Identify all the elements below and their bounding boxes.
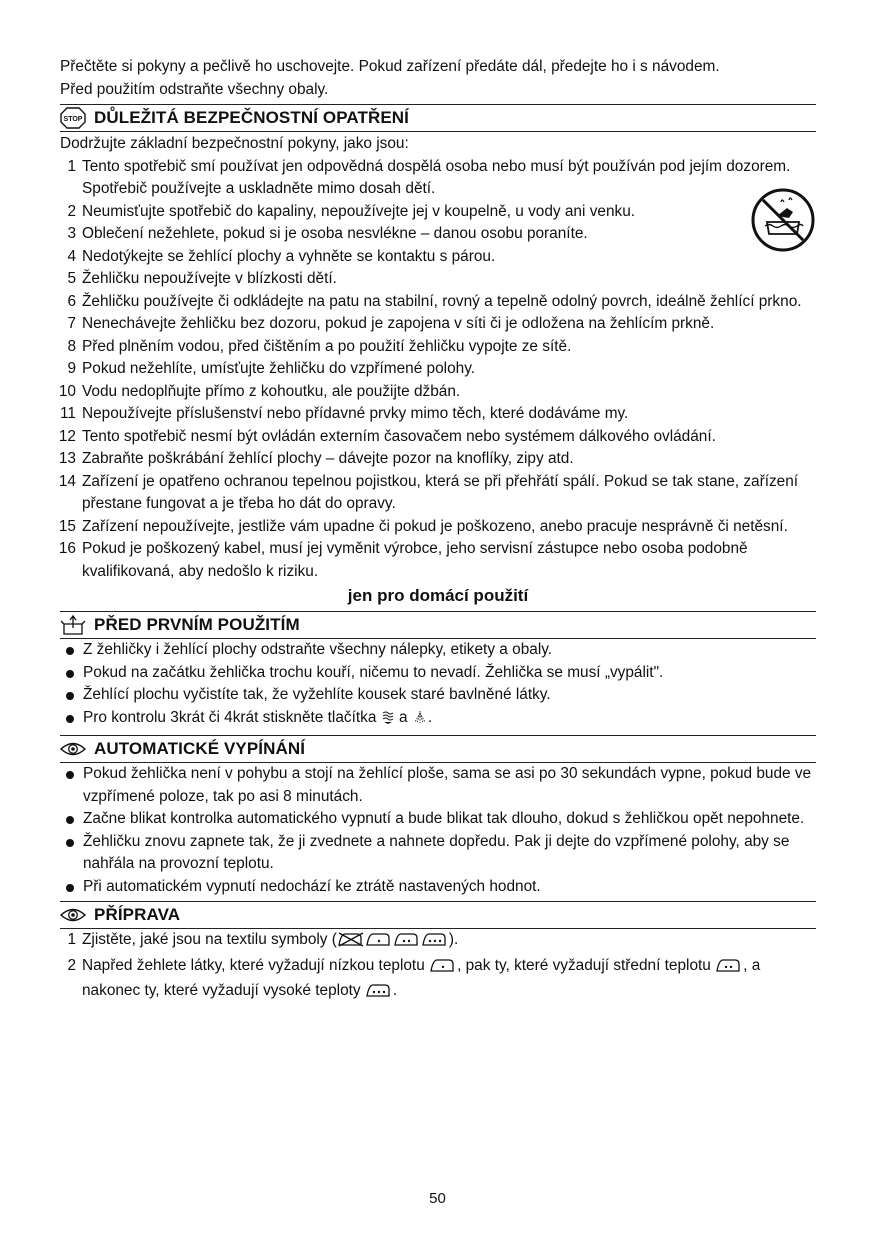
- list-item: [60, 763, 816, 808]
- bullet-icon: [66, 839, 74, 847]
- eye-icon: [60, 738, 88, 760]
- safety-header: [60, 104, 816, 132]
- list-item-text-mid: a: [398, 708, 408, 726]
- list-item: [60, 955, 816, 1006]
- no-iron-icon: [337, 932, 365, 955]
- list-item: [60, 876, 816, 899]
- iron-medium-temp-icon: [393, 932, 421, 955]
- list-item-text: Žehličku znovu zapnete tak, že ji zvednete a nahnete dopředu. Pak ji dejte do vzpřímené polohy, aby se nahřála na provozní teplotu.: [83, 832, 790, 872]
- list-item-number: 7: [67, 315, 76, 332]
- list-item-text: Žehlící plochu vyčistíte tak, že vyžehlíte kousek staré bavlněné látky.: [83, 686, 551, 703]
- bullet-icon: [66, 692, 74, 700]
- list-item: [60, 684, 816, 707]
- bullet-icon: [66, 816, 74, 824]
- page-number: 50: [429, 1190, 446, 1207]
- preparation-list: [60, 929, 816, 1006]
- list-item: [60, 831, 816, 876]
- list-item-number: 3: [67, 225, 76, 242]
- list-item: [60, 808, 816, 831]
- list-item: [60, 201, 816, 224]
- list-item-number: 16: [58, 540, 76, 557]
- list-item: [60, 246, 816, 269]
- list-item-text: Zařízení nepoužívejte, jestliže vám upadne či pokud je poškozeno, anebo pracuje nesprávně či netěsní.: [82, 517, 788, 535]
- list-item-number: 1: [67, 157, 76, 175]
- list-item-text: Zařízení je opatřeno ochranou tepelnou pojistkou, která se při přehřátí spálí. Pokud se tak stane, zařízení přestane fungovat a je třeba ho dát do opravy.: [82, 472, 799, 512]
- list-item-text: Neumisťujte spotřebič do kapaliny, nepoužívejte jej v koupelně, u vody ani venku.: [82, 202, 636, 220]
- list-item: [60, 662, 816, 685]
- preparation-title: PŘÍPRAVA: [94, 905, 181, 924]
- before-first-use-list-last: [60, 707, 816, 733]
- list-item: [60, 313, 816, 336]
- list-item: [60, 516, 816, 539]
- list-item-text: Žehličku používejte či odkládejte na patu na stabilní, rovný a tepelně odolný povrch, ideálně žehlící prkno.: [82, 292, 802, 310]
- list-item-text: Pro kontrolu 3krát či 4krát stiskněte tlačítka: [83, 708, 377, 726]
- safety-lead: Dodržujte základní bezpečnostní pokyny, jako jsou:: [60, 135, 409, 152]
- steam-button-icon: [381, 709, 395, 733]
- list-item: [60, 707, 816, 733]
- list-item-text: Zjistěte, jaké jsou na textilu symboly (: [82, 931, 337, 948]
- list-item-text: Napřed žehlete látky, které vyžadují nízkou teplotu: [82, 956, 425, 974]
- before-first-use-header: [60, 611, 816, 639]
- preparation-header: [60, 901, 816, 929]
- list-item-text: Při automatickém vypnutí nedochází ke ztrátě nastavených hodnot.: [83, 877, 541, 895]
- safety-list: [60, 156, 816, 584]
- list-item-text: Z žehličky i žehlící plochy odstraňte všechny nálepky, etikety a obaly.: [83, 641, 553, 658]
- auto-off-title: AUTOMATICKÉ VYPÍNÁNÍ: [94, 739, 306, 758]
- domestic-use-note: jen pro domácí použití: [347, 586, 529, 605]
- auto-off-list: [60, 763, 816, 898]
- list-item: [60, 223, 816, 246]
- list-item: [60, 538, 816, 583]
- list-item: [60, 471, 816, 516]
- list-item-text-end: .: [427, 708, 433, 726]
- bullet-icon: [66, 670, 74, 678]
- list-item: [60, 156, 816, 201]
- list-item-text: Pokud nežehlíte, umísťujte žehličku do vzpřímené polohy.: [82, 360, 476, 377]
- intro-line-1: Přečtěte si pokyny a pečlivě ho uschovejte. Pokud zařízení předáte dál, předejte ho i s návodem.: [60, 58, 720, 75]
- stop-icon-label: STOP: [63, 116, 83, 124]
- list-item-text: Nedotýkejte se žehlící plochy a vyhněte se kontaktu s párou.: [82, 247, 496, 265]
- before-first-use-list: [60, 639, 816, 707]
- list-item-number: 5: [67, 270, 76, 287]
- list-item-text: Pokud žehlička není v pohybu a stojí na žehlící ploše, sama se asi po 30 sekundách vypne, pokud bude ve vzpřímené poloze, tak po asi 8 minutách.: [83, 765, 812, 805]
- list-item: [60, 639, 816, 662]
- list-item: [60, 268, 816, 291]
- list-item-text: Zabraňte poškrábání žehlící plochy – dávejte pozor na knoflíky, zipy atd.: [82, 450, 574, 467]
- list-item: [60, 403, 816, 426]
- list-item: [60, 426, 816, 449]
- list-item-text-end: ).: [448, 931, 459, 948]
- list-item-text: Vodu nedoplňujte přímo z kohoutku, ale použijte džbán.: [82, 382, 461, 400]
- list-item-text: Oblečení nežehlete, pokud si je osoba nesvlékne – danou osobu poraníte.: [82, 225, 588, 242]
- manual-page: [60, 56, 816, 1006]
- list-item-text: Začne blikat kontrolka automatického vypnutí a bude blikat tak dlouho, dokud s žehličkou opět nepohnete.: [83, 810, 805, 827]
- list-item-text-end: .: [392, 982, 398, 999]
- iron-high-temp-icon: [421, 932, 449, 955]
- list-item: [60, 448, 816, 471]
- stop-icon: [60, 107, 88, 129]
- bullet-icon: [66, 647, 74, 655]
- list-item-number: 8: [67, 337, 76, 355]
- intro-line-2: Před použitím odstraňte všechny obaly.: [60, 80, 329, 98]
- list-item-number: 9: [67, 360, 76, 377]
- bullet-icon: [66, 884, 74, 892]
- list-item-number: 12: [58, 427, 76, 445]
- list-item: [60, 336, 816, 359]
- list-item-number: 1: [67, 931, 76, 948]
- list-item: [60, 381, 816, 404]
- list-item-text: Žehličku nepoužívejte v blízkosti dětí.: [82, 270, 337, 287]
- iron-medium-temp-icon: [715, 958, 743, 981]
- list-item-text: Nepoužívejte příslušenství nebo přídavné prvky mimo těch, které dodáváme my.: [82, 405, 629, 422]
- list-item-number: 15: [58, 517, 76, 535]
- list-item-number: 2: [67, 202, 76, 220]
- bullet-icon: [66, 771, 74, 779]
- intro: [60, 56, 816, 101]
- eye-icon: [60, 904, 88, 926]
- list-item-number: 10: [58, 382, 76, 400]
- safety-title: DŮLEŽITÁ BEZPEČNOSTNÍ OPATŘENÍ: [94, 108, 409, 127]
- list-item-number: 14: [58, 472, 76, 490]
- before-first-use-title: PŘED PRVNÍM POUŽITÍM: [94, 615, 300, 634]
- list-item-number: 11: [60, 405, 76, 422]
- list-item-text-mid1: , pak ty, které vyžadují střední teplotu: [457, 956, 711, 974]
- list-item-text: Pokud na začátku žehlička trochu kouří, ničemu to nevadí. Žehlička se musí „vypálit".: [83, 663, 664, 681]
- list-item-text: Tento spotřebič nesmí být ovládán externím časovačem nebo systémem dálkového ovládání.: [82, 427, 716, 445]
- list-item-text: Nenechávejte žehličku bez dozoru, pokud je zapojena v síti či je odložena na žehlícím prkně.: [82, 315, 715, 332]
- no-water-immersion-icon: [751, 188, 815, 252]
- iron-low-temp-icon: [429, 958, 457, 981]
- list-item-text: Tento spotřebič smí používat jen odpovědná dospělá osoba nebo musí být používán pod jejím dozorem. Spotřebič používejte a uskladněte mimo dosah dětí.: [82, 157, 791, 197]
- list-item-text: Před plněním vodou, před čištěním a po použití žehličku vypojte ze sítě.: [82, 337, 572, 355]
- unpack-box-icon: [60, 614, 88, 636]
- list-item: [60, 929, 816, 955]
- list-item-number: 6: [67, 292, 76, 310]
- list-item-text: Pokud je poškozený kabel, musí jej vyměnit výrobce, jeho servisní zástupce nebo osoba podobně kvalifikovaná, aby nedošlo k riziku.: [82, 540, 748, 580]
- list-item: [60, 358, 816, 381]
- list-item-number: 4: [67, 247, 76, 265]
- list-item-text-mid2: , a nakonec ty, které vyžadují vysoké teploty: [82, 956, 761, 999]
- spray-button-icon: [412, 709, 428, 733]
- list-item: [60, 291, 816, 314]
- auto-off-header: [60, 735, 816, 763]
- list-item-number: 13: [58, 450, 76, 467]
- list-item-number: 2: [67, 956, 76, 974]
- iron-low-temp-icon: [365, 932, 393, 955]
- iron-high-temp-icon: [365, 983, 393, 1006]
